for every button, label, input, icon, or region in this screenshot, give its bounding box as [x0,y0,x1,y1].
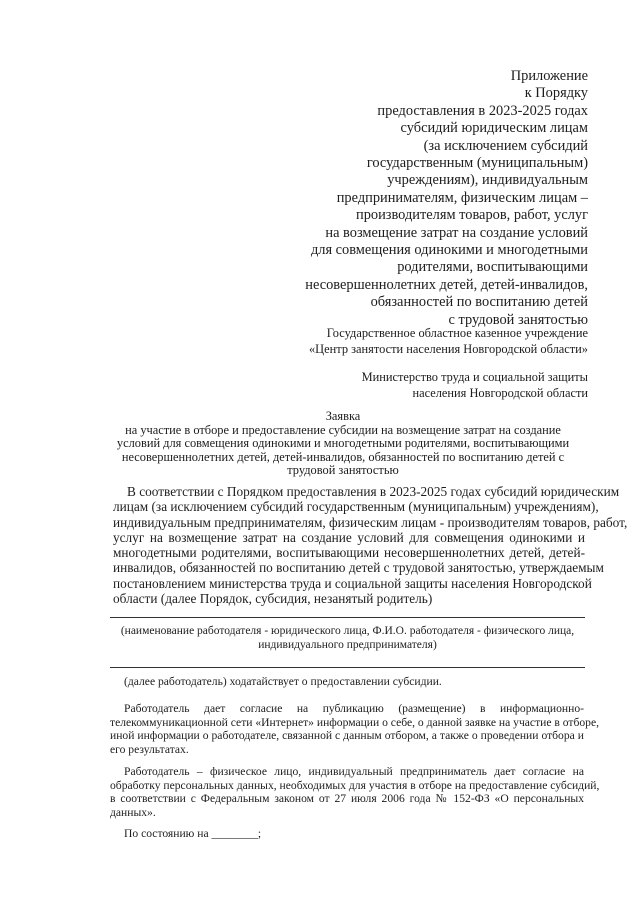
consent-personal-data-line: в соответствии с Федеральным законом от 27 июля 2006 года № 152-ФЗ «О персональных [110,792,584,806]
application-title-line: условий для совмещения одинокими и многодетными родителями, воспитывающими [116,436,570,451]
employer-name-line-2 [110,667,585,668]
appendix-line: субсидий юридическим лицам [400,120,588,137]
intro-line: многодетными родителями, воспитывающими несовершеннолетних детей, детей- [113,545,585,561]
appendix-line: производителям товаров, работ, услуг [356,207,588,224]
consent-publication-line: телекоммуникационной сети «Интернет» информации о себе, о данной заявке на участие в отборе, [110,715,600,729]
appendix-line: Приложение [510,68,588,84]
recipient-ministry [290,369,588,401]
appendix-line: государственным (муниципальным) [366,155,588,172]
appendix-line: для совмещения одинокими и многодетными [310,242,588,259]
appendix-line: к Порядку [524,85,588,102]
recipient-employment-center [290,325,588,357]
appendix-line: учреждениям), индивидуальным [387,172,588,189]
application-title-line: на участие в отборе и предоставление субсидии на возмещение затрат на создание [125,422,561,437]
appendix-line: предоставления в 2023-2025 годах [377,102,588,119]
appendix-line: с трудовой занятостью [448,311,588,328]
application-title-line: несовершеннолетних детей, детей-инвалидов, обязанностей по воспитанию детей с [121,449,565,464]
consent-publication-line: иной информации о работодателе, связанной с данным отбором, а также о проведении отбора и [110,729,584,743]
employer-name-line [110,617,585,618]
consent-publication-line: Работодатель дает согласие на публикацию (размещение) в информационно- [124,702,584,715]
recipient-center-line: «Центр занятости населения Новгородской области» [308,342,588,356]
date-paragraph [110,827,584,841]
consent-personal-data-line: Работодатель – физическое лицо, индивидуальный предприниматель дает согласие на [124,765,584,778]
employer-caption-line: индивидуального предпринимателя) [258,639,437,652]
appendix-line: обязанностей по воспитанию детей [370,294,588,311]
appendix-line: на возмещение затрат на создание условий [325,224,588,241]
intro-line: лицам (за исключением субсидий государственным (муниципальным) учреждениям), [113,499,599,515]
recipient-center-line: Государственное областное казенное учреждение [326,326,588,340]
application-title [110,410,576,478]
consent-publication-line: его результатах. [110,743,189,757]
date-label: По состоянию на [124,827,209,840]
recipient-ministry-line: населения Новгородской области [412,386,588,400]
request-paragraph [110,675,584,689]
appendix-line: предпринимателям, физическим лицам – [336,189,588,206]
intro-line: индивидуальным предпринимателям, физическим лицам - производителям товаров, работ, [113,514,628,530]
consent-personal-data-line: данных». [110,806,156,820]
intro-line: В соответствии с Порядком предоставления в 2023-2025 годах субсидий юридическим [127,484,620,499]
consent-publication-paragraph [110,702,600,757]
consent-personal-data-paragraph [110,765,600,820]
intro-line: услуг на возмещение затрат на создание условий для совмещения одинокими и [113,529,585,545]
appendix-line: (за исключением субсидий [423,137,588,154]
intro-line: области (далее Порядок, субсидия, незанятый родитель) [113,591,433,607]
employer-name-caption [110,624,585,653]
intro-line: постановлением министерства труда и социальной защиты населения Новгородской [113,575,592,591]
recipient-ministry-line: Министерство труда и социальной защиты [361,370,588,384]
application-title-line: трудовой занятостью [287,463,399,478]
appendix-line: несовершеннолетних детей, детей-инвалидов, [305,276,588,293]
request-text: (далее работодатель) ходатайствует о предоставлении субсидии. [124,675,442,688]
application-heading: Заявка [325,409,361,423]
appendix-line: родителями, воспитывающими [397,259,588,276]
consent-personal-data-line: обработку персональных данных, необходимых для участия в отборе на предоставление субсидий, [110,778,600,792]
application-subtitle [110,424,576,478]
intro-paragraph [113,484,628,607]
appendix-header [296,68,588,329]
intro-line: инвалидов, обязанностей по воспитанию детей с трудовой занятостью, утверждаемым [113,560,604,576]
date-line [110,827,584,841]
employer-caption-line: (наименование работодателя - юридического лица, Ф.И.О. работодателя - физического лица, [120,625,575,637]
date-value: ________; [211,827,262,840]
